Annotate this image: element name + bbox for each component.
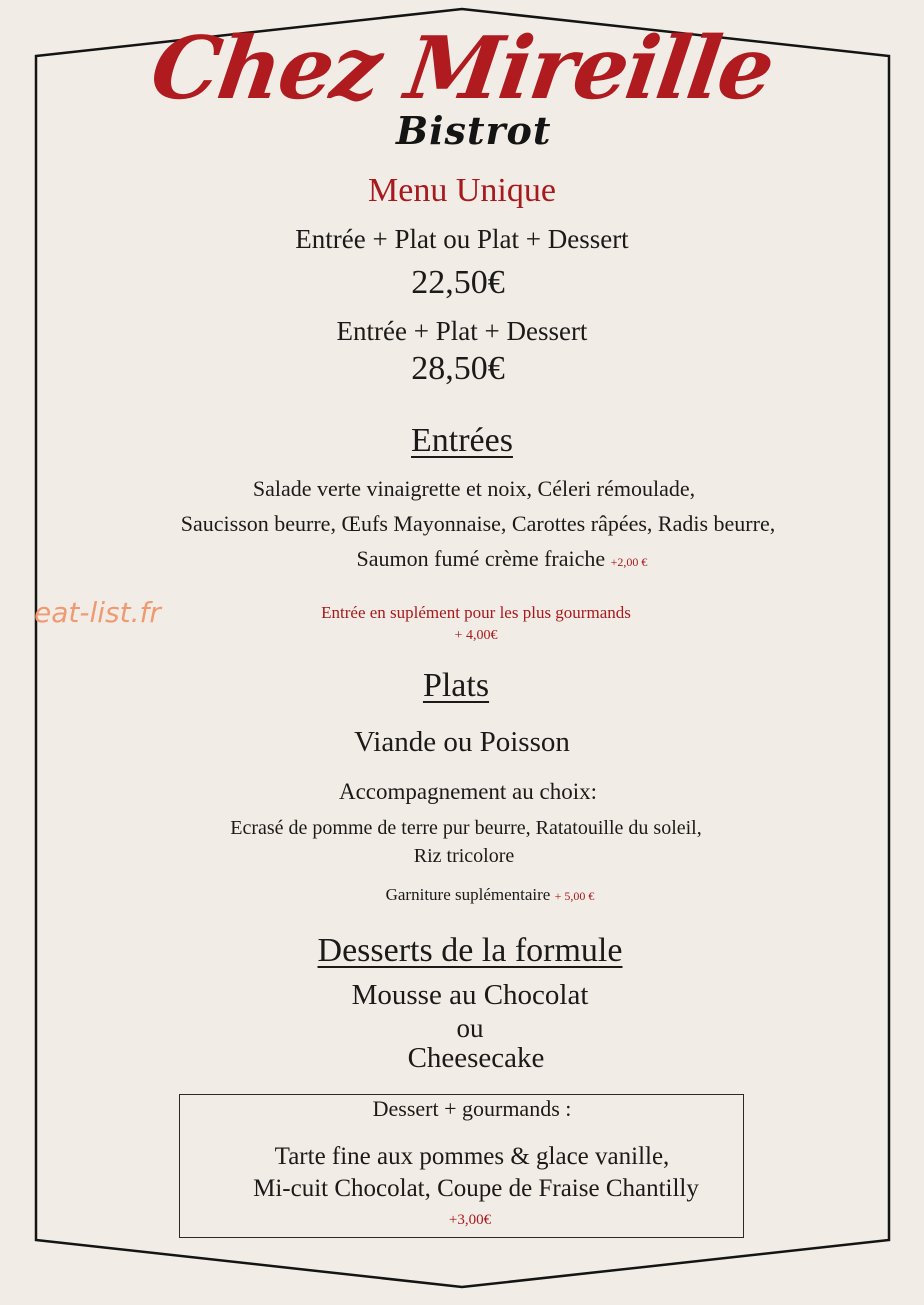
formula1-label: Entrée + Plat ou Plat + Dessert xyxy=(295,224,629,254)
restaurant-logo-title: Chez Mireille xyxy=(145,18,779,119)
entrees-line3 xyxy=(40,546,924,572)
entree-supplement-price: + 4,00€ xyxy=(454,628,498,643)
accompaniment-label: Accompagnement au choix: xyxy=(338,779,598,804)
entrees-line2: Saucisson beurre, Œufs Mayonnaise, Carottes râpées, Radis beurre, xyxy=(180,511,776,536)
gourmand-line2: Mi-cuit Chocolat, Coupe de Fraise Chantilly xyxy=(253,1175,699,1202)
dessert-item1: Mousse au Chocolat xyxy=(351,979,589,1011)
plats-main: Viande ou Poisson xyxy=(354,726,570,758)
garniture-label: Garniture suplémentaire xyxy=(385,885,551,904)
entrees-line3-price: +2,00 € xyxy=(610,555,648,569)
dessert-or: ou xyxy=(456,1013,484,1043)
formula2-price: 28,50€ xyxy=(411,350,505,387)
watermark: eat-list.fr xyxy=(34,596,161,629)
formula2-label: Entrée + Plat + Dessert xyxy=(336,316,588,346)
gourmand-price: +3,00€ xyxy=(448,1212,492,1228)
menu-title: Menu Unique xyxy=(368,172,556,209)
dessert-item2: Cheesecake xyxy=(407,1042,545,1074)
plats-heading: Plats xyxy=(422,667,490,704)
desserts-heading: Desserts de la formule xyxy=(317,932,623,969)
entrees-line1: Salade verte vinaigrette et noix, Céleri rémoulade, xyxy=(252,476,696,501)
entree-supplement-label: Entrée en suplément pour les plus gourmands xyxy=(321,603,631,622)
entrees-heading: Entrées xyxy=(411,422,513,459)
restaurant-logo-subtitle: Bistrot xyxy=(396,108,552,153)
gourmand-line1: Tarte fine aux pommes & glace vanille, xyxy=(274,1143,670,1170)
accompaniment-line1: Ecrasé de pomme de terre pur beurre, Ratatouille du soleil, xyxy=(230,817,702,839)
accompaniment-line2: Riz tricolore xyxy=(413,845,515,867)
formula1-price: 22,50€ xyxy=(411,264,505,301)
entrees-line3-text: Saumon fumé crème fraiche xyxy=(356,546,606,571)
gourmand-title: Dessert + gourmands : xyxy=(372,1096,572,1121)
garniture-price: + 5,00 € xyxy=(554,889,595,903)
garniture-line xyxy=(28,885,924,905)
